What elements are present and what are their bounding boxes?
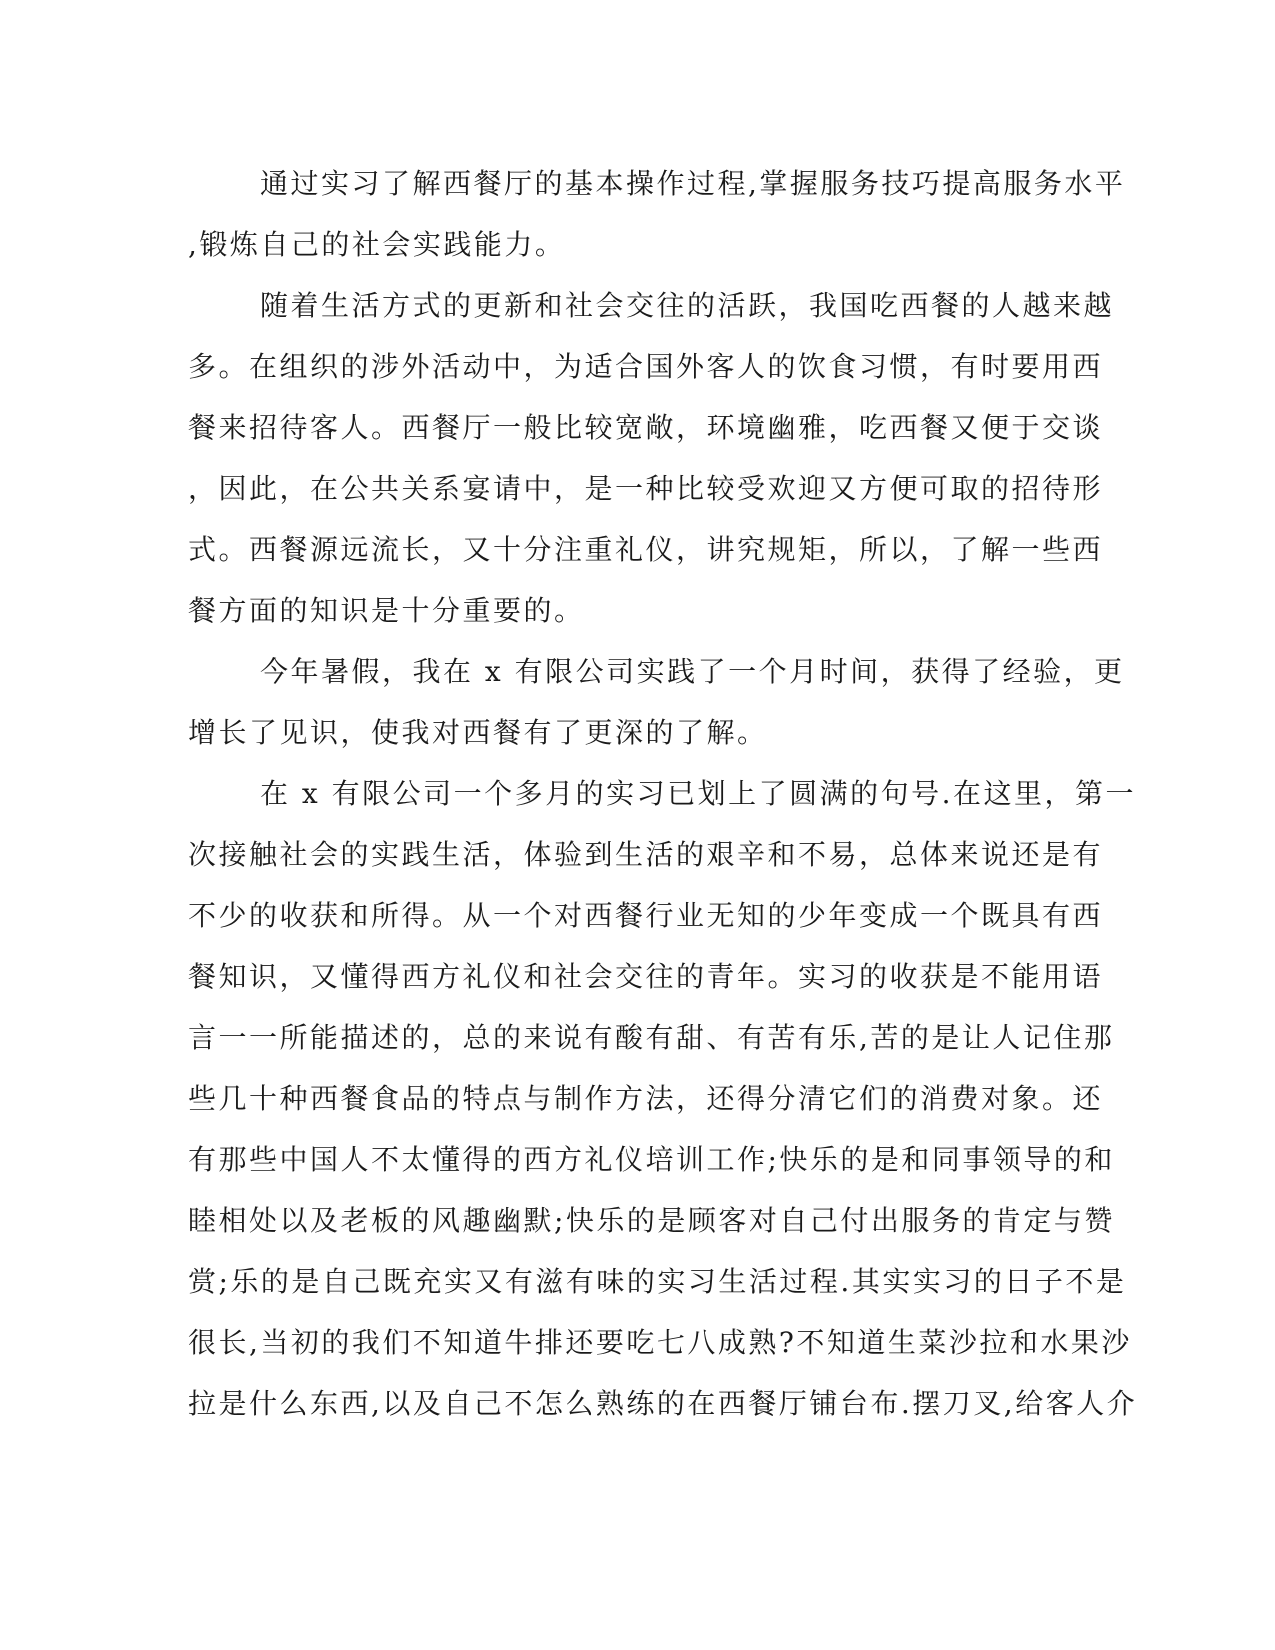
- text-line: 多。在组织的涉外活动中，为适合国外客人的饮食习惯，有时要用西: [188, 350, 1104, 383]
- text-line: 餐知识，又懂得西方礼仪和社会交往的青年。实习的收获是不能用语: [188, 960, 1104, 993]
- paragraph-1: [188, 164, 1126, 286]
- text-line: ，因此，在公共关系宴请中，是一种比较受欢迎又方便可取的招待形: [188, 472, 1104, 505]
- text-line: 餐来招待客人。西餐厅一般比较宽敞，环境幽雅，吃西餐又便于交谈: [188, 411, 1104, 444]
- text-line: 拉是什么东西,以及自己不怎么熟练的在西餐厅铺台布.摆刀叉,给客人介: [188, 1387, 1138, 1420]
- text-line: 次接触社会的实践生活，体验到生活的艰辛和不易，总体来说还是有: [188, 838, 1104, 871]
- text-line: 睦相处以及老板的风趣幽默;快乐的是顾客对自己付出服务的肯定与赞: [188, 1204, 1115, 1237]
- text-line: 很长,当初的我们不知道牛排还要吃七八成熟?不知道生菜沙拉和水果沙: [188, 1326, 1132, 1359]
- text-line: ,锻炼自己的社会实践能力。: [188, 228, 566, 261]
- text-line: 些几十种西餐食品的特点与制作方法，还得分清它们的消费对象。还: [188, 1082, 1104, 1115]
- text-line: 式。西餐源远流长，又十分注重礼仪，讲究规矩，所以，了解一些西: [188, 533, 1104, 566]
- text-line: 有那些中国人不太懂得的西方礼仪培训工作;快乐的是和同事领导的和: [188, 1143, 1115, 1176]
- paragraph-3: [188, 652, 1125, 774]
- text-line: 随着生活方式的更新和社会交往的活跃，我国吃西餐的人越来越: [260, 289, 1115, 322]
- text-line: 不少的收获和所得。从一个对西餐行业无知的少年变成一个既具有西: [188, 899, 1104, 932]
- text-line: 今年暑假，我在 x 有限公司实践了一个月时间，获得了经验，更: [260, 655, 1125, 688]
- text-line: 餐方面的知识是十分重要的。: [188, 594, 585, 627]
- text-line: 言一一所能描述的，总的来说有酸有甜、有苦有乐,苦的是让人记住那: [188, 1021, 1115, 1054]
- paragraph-2: [188, 286, 1115, 652]
- text-line: 在 x 有限公司一个多月的实习已划上了圆满的句号.在这里，第一: [260, 777, 1136, 810]
- text-line: 赏;乐的是自己既充实又有滋有味的实习生活过程.其实实习的日子不是: [188, 1265, 1127, 1298]
- paragraph-4: [188, 774, 1138, 1445]
- document-body: [188, 164, 1138, 1445]
- text-line: 增长了见识，使我对西餐有了更深的了解。: [188, 716, 768, 749]
- text-line: 通过实习了解西餐厅的基本操作过程,掌握服务技巧提高服务水平: [260, 167, 1126, 200]
